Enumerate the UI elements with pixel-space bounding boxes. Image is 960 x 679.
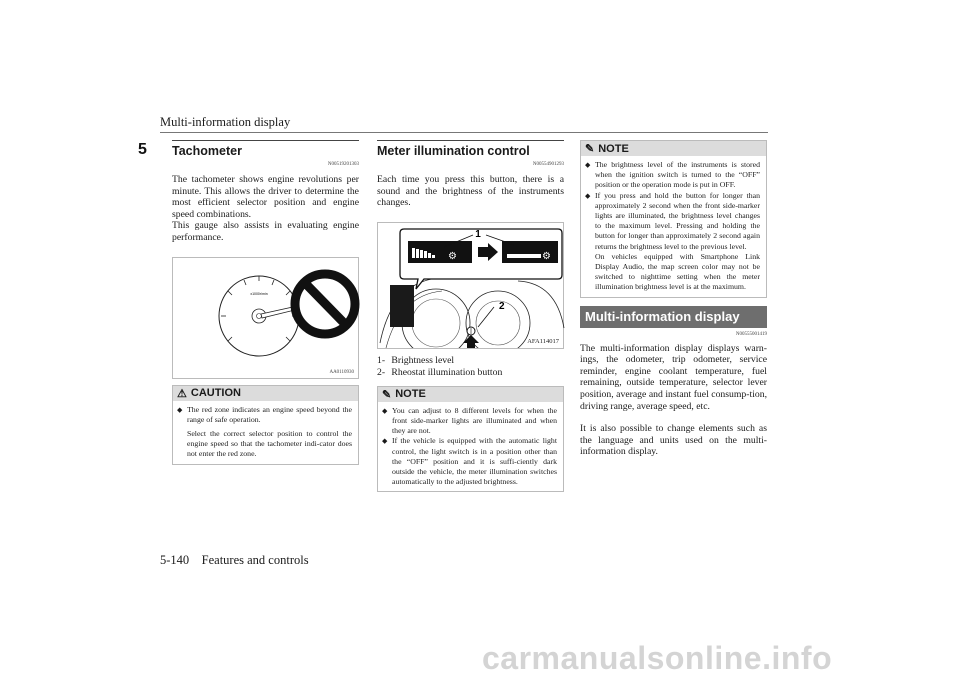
meter-illumination-section: [377, 140, 564, 492]
note-item-sub: On vehicles equipped with Smartphone Link Display Audio, the map screen color may not be switched to nighttime setting when the meter illumination brightness level is at the maximum.: [595, 251, 760, 292]
legend-label: Rheostat illumination button: [391, 366, 503, 378]
page-number: 5-140 Features and controls: [160, 553, 309, 567]
note-item: ◆ You can adjust to 8 different levels for when the front side-marker lights are illuminated and when they are not.: [382, 406, 557, 437]
svg-text:⚙: ⚙: [542, 250, 551, 262]
mid-paragraph-1: The multi-information display displays warn-ings, the odometer, trip odometer, service reminder, engine coolant temperature, fuel remaining, outside temperature, selector lever position, average and instant fuel consump-tion, driving range, average speed, etc.: [580, 342, 767, 412]
meter-illumination-figure: [377, 222, 564, 349]
header-rule: [160, 132, 768, 133]
note-box: [377, 386, 564, 493]
prohibited-icon: [295, 274, 355, 334]
caution-item-sub: Select the correct selector position to control the engine speed so that the tachometer indi-cator does not enter the red zone.: [187, 428, 352, 459]
legend-number: 2-: [377, 366, 386, 378]
callout-2: 2: [499, 300, 505, 312]
tachometer-paragraph-1: The tachometer shows engine revolutions per minute. This allows the driver to determine the most efficient selector position and engine speed combinations.: [172, 174, 359, 220]
caution-item: [177, 405, 352, 460]
meter-illumination-figure-code: AFA114017: [527, 337, 559, 345]
meter-illumination-paragraph: Each time you press this button, there is a sound and the brightness of the instruments changes.: [377, 174, 564, 209]
tachometer-figure-code: AA0110930: [329, 369, 354, 375]
instrument-cluster-illustration: [378, 223, 565, 348]
caution-item-text: The red zone indicates an engine speed beyond the range of safe operation.: [187, 404, 352, 424]
chapter-tab: 5: [138, 141, 147, 158]
note-header: [378, 387, 563, 402]
meter-illumination-code: N00554901293: [532, 162, 564, 167]
tachometer-section: [172, 140, 359, 465]
tachometer-code: N00519201303: [327, 162, 359, 167]
right-column: [580, 140, 767, 458]
tachometer-heading: Tachometer: [172, 140, 359, 160]
tachometer-figure: [172, 257, 359, 379]
caution-box: [172, 385, 359, 465]
note-box-right: [580, 140, 767, 298]
note-item: [585, 191, 760, 293]
note-header: [581, 141, 766, 156]
warning-triangle-icon: ⚠: [177, 387, 187, 400]
legend-item: [377, 355, 564, 367]
tachometer-illustration: [173, 258, 360, 378]
mid-code: N00555001419: [735, 331, 767, 337]
header-title: Multi-information display: [160, 115, 291, 129]
note-title: NOTE: [598, 142, 629, 155]
mid-section-banner: Multi-information display: [580, 306, 767, 328]
callout-1: 1: [475, 228, 481, 240]
legend-number: 1-: [377, 354, 386, 366]
legend-label: Brightness level: [391, 354, 455, 366]
gauge-unit-label: x1000r/min: [250, 291, 268, 296]
note-item: ◆ If the vehicle is equipped with the automatic light control, the light switch is in a position other than the “OFF” position and it is suffi-ciently dark outside the vehicle, the meter illumination switches automatically to the adjusted brightness.: [382, 436, 557, 487]
watermark: carmanualsonline.info: [482, 640, 833, 676]
caution-title: CAUTION: [190, 387, 241, 400]
figure-legend: [377, 355, 564, 379]
caution-header: [173, 386, 358, 401]
meter-illumination-heading: Meter illumination control: [377, 140, 564, 160]
pencil-icon: ✎: [585, 143, 595, 155]
svg-text:⚙: ⚙: [448, 250, 457, 262]
note-item-text: If you press and hold the button for longer than approximately 2 second when the front side-marker lights are illuminated, the brightness level changes to the maximum level. Pressing and holding the button for longer than approximately 2 second again returns the brightness level to the previous level.: [595, 190, 760, 251]
note-item: ◆ The brightness level of the instruments is stored when the ignition switch is turned to the “OFF” position or the operation mode is put in OFF.: [585, 160, 760, 191]
legend-item: [377, 367, 564, 379]
tachometer-paragraph-2: This gauge also assists in evaluating engine performance.: [172, 220, 359, 243]
note-title: NOTE: [395, 388, 426, 401]
mid-paragraph-2: It is also possible to change elements such as the language and units used on the multi-information display.: [580, 423, 767, 458]
pencil-icon: ✎: [382, 388, 392, 401]
